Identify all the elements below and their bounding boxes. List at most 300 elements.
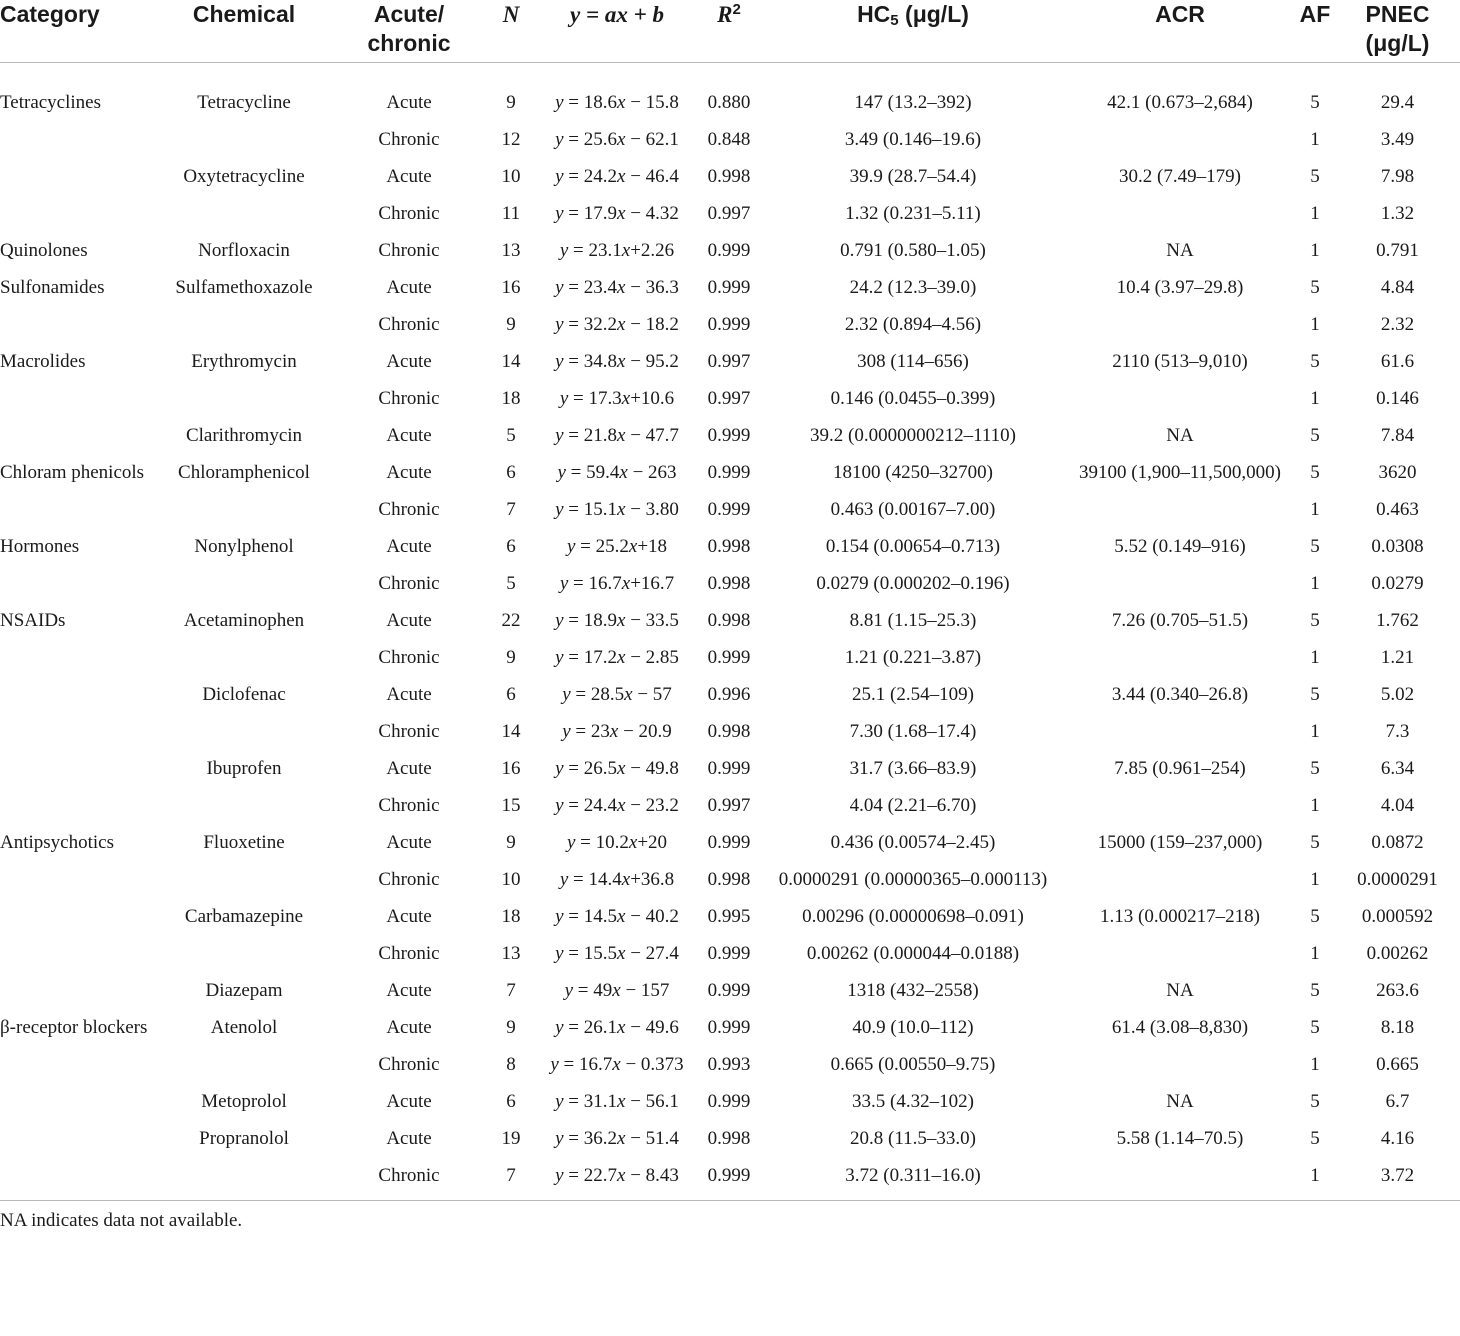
cell-n: 13 — [501, 943, 521, 964]
cell-chemical — [155, 1047, 333, 1084]
cell-pnec: 0.146 — [1376, 388, 1419, 409]
cell-category: Sulfonamides — [0, 277, 105, 298]
header-r2: $R^2$ — [697, 0, 761, 63]
cell-pnec: 1.32 — [1380, 203, 1415, 224]
cell-hc5: 3.49 (0.146–19.6) — [844, 129, 982, 150]
cell-r2: 0.998 — [707, 721, 751, 742]
cell-category: Hormones — [0, 536, 80, 557]
cell-n: 12 — [501, 129, 521, 150]
cell-pnec: 8.18 — [1380, 1017, 1415, 1038]
cell-hc5: 24.2 (12.3–39.0) — [849, 277, 977, 298]
table-row — [0, 455, 1460, 492]
cell-af: 5 — [1310, 1091, 1320, 1112]
cell-category — [0, 788, 155, 825]
cell-hc5: 1.21 (0.221–3.87) — [844, 647, 982, 668]
cell-acr: 1.13 (0.000217–218) — [1100, 906, 1260, 927]
cell-category — [0, 381, 155, 418]
table-row — [0, 196, 1460, 233]
cell-pnec: 0.665 — [1376, 1054, 1419, 1075]
cell-equation: y = 18.6x − 15.8 — [555, 92, 679, 113]
cell-af: 1 — [1295, 1158, 1335, 1201]
cell-af: 1 — [1310, 943, 1320, 964]
cell-acute-chronic: Acute — [386, 166, 432, 187]
table-row — [0, 1010, 1460, 1047]
cell-af: 5 — [1310, 758, 1320, 779]
cell-category: Chloram phenicols — [0, 462, 145, 483]
table-row — [0, 270, 1460, 307]
table-row — [0, 788, 1460, 825]
cell-hc5: 0.463 (0.00167–7.00) — [830, 499, 996, 520]
table-row — [0, 344, 1460, 381]
cell-equation: y = 23x − 20.9 — [562, 721, 672, 742]
cell-pnec: 1.21 — [1380, 647, 1415, 668]
cell-equation: y = 10.2x+20 — [566, 832, 668, 853]
cell-hc5: 3.72 (0.311–16.0) — [761, 1158, 1065, 1201]
header-acr: ACR — [1065, 0, 1295, 63]
cell-pnec: 3620 — [1378, 462, 1417, 483]
cell-af: 1 — [1310, 499, 1320, 520]
cell-af: 1 — [1310, 647, 1320, 668]
cell-acute-chronic: Chronic — [378, 647, 440, 668]
cell-r2: 0.848 — [707, 129, 751, 150]
cell-chemical — [155, 492, 333, 529]
cell-category: Quinolones — [0, 240, 88, 261]
cell-af: 1 — [1310, 388, 1320, 409]
cell-acute-chronic: Acute — [386, 1017, 432, 1038]
cell-af: 5 — [1310, 166, 1320, 187]
cell-acr: NA — [1166, 425, 1194, 446]
cell-category — [0, 492, 155, 529]
cell-category — [0, 122, 155, 159]
cell-n: 6 — [506, 536, 516, 557]
cell-hc5: 147 (13.2–392) — [854, 92, 972, 113]
cell-category — [0, 973, 155, 1010]
cell-hc5: 8.81 (1.15–25.3) — [849, 610, 977, 631]
cell-chemical: Erythromycin — [191, 351, 297, 372]
cell-category: Macrolides — [0, 351, 86, 372]
cell-pnec: 0.463 — [1376, 499, 1419, 520]
cell-equation: y = 25.6x − 62.1 — [555, 129, 679, 150]
cell-acute-chronic: Chronic — [378, 573, 440, 594]
cell-hc5: 0.00262 (0.000044–0.0188) — [806, 943, 1020, 964]
cell-chemical: Diazepam — [205, 980, 283, 1001]
cell-pnec: 7.84 — [1380, 425, 1415, 446]
cell-acute-chronic: Chronic — [333, 1158, 485, 1201]
cell-chemical: Clarithromycin — [185, 425, 303, 446]
cell-chemical: Chloramphenicol — [178, 462, 310, 483]
cell-af: 1 — [1310, 129, 1320, 150]
cell-chemical — [155, 862, 333, 899]
cell-n: 14 — [501, 351, 521, 372]
cell-af: 5 — [1310, 536, 1320, 557]
cell-r2: 0.999 — [707, 1091, 751, 1112]
cell-n: 9 — [506, 92, 516, 113]
cell-r2: 0.999 — [707, 425, 751, 446]
cell-hc5: 0.0279 (0.000202–0.196) — [816, 573, 1010, 594]
header-af: AF — [1295, 0, 1335, 63]
cell-pnec: 5.02 — [1380, 684, 1415, 705]
table-row — [0, 159, 1460, 196]
cell-acr — [1065, 862, 1295, 899]
cell-hc5: 40.9 (10.0–112) — [852, 1017, 974, 1038]
table-row — [0, 714, 1460, 751]
cell-acr: 15000 (159–237,000) — [1097, 832, 1263, 853]
cell-equation: y = 17.3x+10.6 — [559, 388, 675, 409]
cell-acute-chronic: Acute — [386, 92, 432, 113]
cell-acr: 3.44 (0.340–26.8) — [1111, 684, 1249, 705]
cell-r2: 0.998 — [707, 1128, 751, 1149]
header-acute-chronic-line2: chronic — [367, 30, 451, 56]
cell-pnec: 6.34 — [1380, 758, 1415, 779]
cell-af: 1 — [1310, 573, 1320, 594]
table-row — [0, 1084, 1460, 1121]
table-row — [0, 307, 1460, 344]
cell-acr — [1065, 307, 1295, 344]
cell-r2: 0.999 — [707, 980, 751, 1001]
cell-acute-chronic: Acute — [386, 832, 432, 853]
cell-acute-chronic: Acute — [386, 758, 432, 779]
cell-af: 1 — [1310, 1054, 1320, 1075]
table-row — [0, 862, 1460, 899]
cell-n: 16 — [501, 277, 521, 298]
cell-acr: 2110 (513–9,010) — [1112, 351, 1248, 372]
cell-category: β-receptor blockers — [0, 1017, 148, 1038]
cell-r2: 0.880 — [707, 92, 751, 113]
cell-hc5: 7.30 (1.68–17.4) — [849, 721, 977, 742]
cell-r2: 0.998 — [707, 536, 751, 557]
cell-chemical: Tetracycline — [197, 92, 291, 113]
cell-equation: y = 17.9x − 4.32 — [555, 203, 679, 224]
cell-r2: 0.993 — [707, 1054, 751, 1075]
cell-acute-chronic: Chronic — [378, 129, 440, 150]
cell-n: 11 — [501, 203, 521, 224]
table-row — [0, 1047, 1460, 1084]
cell-n: 7 — [506, 499, 516, 520]
cell-r2: 0.997 — [707, 795, 751, 816]
cell-category — [0, 566, 155, 603]
cell-acr: 7.85 (0.961–254) — [1114, 758, 1246, 779]
cell-r2: 0.998 — [707, 573, 751, 594]
cell-r2: 0.999 — [707, 647, 751, 668]
cell-pnec: 4.04 — [1380, 795, 1415, 816]
cell-equation: y = 15.5x − 27.4 — [555, 943, 679, 964]
cell-af: 5 — [1310, 906, 1320, 927]
table-row — [0, 640, 1460, 677]
cell-n: 10 — [501, 166, 521, 187]
cell-category — [0, 862, 155, 899]
cell-acute-chronic: Acute — [386, 462, 432, 483]
header-chemical: Chemical — [155, 0, 333, 63]
cell-equation: y = 59.4x − 263 — [557, 462, 677, 483]
cell-pnec: 0.791 — [1376, 240, 1419, 261]
cell-af: 5 — [1310, 980, 1320, 1001]
cell-acute-chronic: Acute — [386, 684, 432, 705]
table-row — [0, 1121, 1460, 1158]
cell-acr — [1065, 566, 1295, 603]
cell-r2: 0.999 — [707, 314, 751, 335]
header-hc5: $HC_5$ (μg/L) — [761, 0, 1065, 63]
cell-acr: 5.58 (1.14–70.5) — [1116, 1128, 1244, 1149]
cell-category — [0, 159, 155, 196]
cell-category — [0, 418, 155, 455]
cell-chemical — [155, 381, 333, 418]
cell-n: 16 — [501, 758, 521, 779]
cell-equation: y = 34.8x − 95.2 — [555, 351, 679, 372]
header-category: Category — [0, 0, 155, 63]
cell-acr — [1065, 196, 1295, 233]
table-row — [0, 492, 1460, 529]
cell-pnec: 0.0308 — [1371, 536, 1424, 557]
cell-pnec: 61.6 — [1380, 351, 1415, 372]
table-row — [0, 122, 1460, 159]
table-row — [0, 751, 1460, 788]
cell-af: 5 — [1310, 684, 1320, 705]
cell-acute-chronic: Chronic — [378, 499, 440, 520]
cell-equation: y = 18.9x − 33.5 — [555, 610, 679, 631]
cell-equation: y = 31.1x − 56.1 — [555, 1091, 679, 1112]
cell-chemical: Acetaminophen — [183, 610, 305, 631]
cell-category — [0, 1121, 155, 1158]
cell-af: 5 — [1310, 462, 1320, 483]
cell-af: 1 — [1310, 240, 1320, 261]
cell-acute-chronic: Chronic — [378, 388, 440, 409]
cell-category — [0, 714, 155, 751]
cell-n: 7 — [506, 980, 516, 1001]
cell-hc5: 0.665 (0.00550–9.75) — [830, 1054, 996, 1075]
cell-n: 9 — [506, 832, 516, 853]
cell-category — [0, 196, 155, 233]
cell-n: 13 — [501, 240, 521, 261]
cell-acr — [1065, 492, 1295, 529]
cell-pnec: 263.6 — [1376, 980, 1419, 1001]
cell-n: 6 — [506, 684, 516, 705]
table-row — [0, 677, 1460, 714]
cell-af: 1 — [1310, 795, 1320, 816]
table-row — [0, 418, 1460, 455]
cell-acute-chronic: Chronic — [378, 795, 440, 816]
cell-n: 5 — [506, 573, 516, 594]
cell-chemical: Ibuprofen — [206, 758, 282, 779]
cell-hc5: 308 (114–656) — [857, 351, 969, 372]
cell-chemical — [155, 122, 333, 159]
cell-category — [0, 1047, 155, 1084]
cell-equation: y = 32.2x − 18.2 — [555, 314, 679, 335]
cell-hc5: 20.8 (11.5–33.0) — [850, 1128, 976, 1149]
cell-hc5: 18100 (4250–32700) — [833, 462, 993, 483]
cell-chemical: Atenolol — [210, 1017, 278, 1038]
cell-equation: y = 14.5x − 40.2 — [555, 906, 679, 927]
cell-hc5: 4.04 (2.21–6.70) — [849, 795, 977, 816]
cell-acr — [1065, 714, 1295, 751]
cell-category — [0, 307, 155, 344]
cell-af: 5 — [1310, 425, 1320, 446]
cell-hc5: 0.436 (0.00574–2.45) — [830, 832, 996, 853]
cell-acute-chronic: Chronic — [378, 314, 440, 335]
cell-acute-chronic: Chronic — [378, 203, 440, 224]
table-row — [0, 1158, 1460, 1201]
cell-chemical — [155, 714, 333, 751]
cell-pnec: 1.762 — [1376, 610, 1419, 631]
cell-n: 8 — [506, 1054, 516, 1075]
cell-chemical — [155, 936, 333, 973]
cell-equation: y = 26.5x − 49.8 — [555, 758, 679, 779]
cell-af: 1 — [1310, 869, 1320, 890]
cell-acr — [1065, 788, 1295, 825]
cell-af: 5 — [1310, 351, 1320, 372]
table-body — [0, 63, 1460, 1201]
cell-acute-chronic: Acute — [386, 351, 432, 372]
cell-n: 5 — [506, 425, 516, 446]
cell-equation: y = 36.2x − 51.4 — [555, 1128, 679, 1149]
cell-acute-chronic: Chronic — [378, 869, 440, 890]
cell-chemical — [155, 566, 333, 603]
header-acute-chronic — [333, 0, 485, 63]
cell-pnec: 4.16 — [1380, 1128, 1415, 1149]
cell-pnec: 0.00262 — [1366, 943, 1429, 964]
cell-acute-chronic: Chronic — [378, 721, 440, 742]
table-row — [0, 973, 1460, 1010]
cell-r2: 0.995 — [707, 906, 751, 927]
cell-af: 1 — [1310, 314, 1320, 335]
cell-r2: 0.999 — [707, 240, 751, 261]
cell-n: 6 — [506, 1091, 516, 1112]
cell-acute-chronic: Acute — [386, 1091, 432, 1112]
cell-equation: y = 15.1x − 3.80 — [555, 499, 679, 520]
cell-equation: y = 25.2x+18 — [566, 536, 668, 557]
cell-chemical: Fluoxetine — [203, 832, 285, 853]
cell-acr: 42.1 (0.673–2,684) — [1107, 92, 1253, 113]
cell-acr — [1065, 640, 1295, 677]
table-row — [0, 936, 1460, 973]
cell-acr: NA — [1166, 240, 1194, 261]
cell-hc5: 25.1 (2.54–109) — [852, 684, 974, 705]
cell-acute-chronic: Chronic — [378, 943, 440, 964]
cell-r2: 0.999 — [707, 758, 751, 779]
cell-equation: y = 23.1x+2.26 — [559, 240, 675, 261]
cell-category: Antipsychotics — [0, 832, 114, 853]
cell-hc5: 2.32 (0.894–4.56) — [844, 314, 982, 335]
cell-chemical: Nonylphenol — [194, 536, 294, 557]
cell-af: 1 — [1310, 721, 1320, 742]
cell-acr: 7.26 (0.705–51.5) — [1111, 610, 1249, 631]
cell-equation: y = 26.1x − 49.6 — [555, 1017, 679, 1038]
header-acute-chronic-line1: Acute/ — [373, 1, 445, 27]
cell-equation: y = 17.2x − 2.85 — [555, 647, 679, 668]
cell-acute-chronic: Chronic — [378, 240, 440, 261]
cell-n: 15 — [501, 795, 521, 816]
cell-r2: 0.998 — [707, 610, 751, 631]
cell-category — [0, 751, 155, 788]
cell-category — [0, 1158, 155, 1201]
cell-n: 22 — [501, 610, 521, 631]
cell-pnec: 2.32 — [1380, 314, 1415, 335]
cell-pnec: 7.3 — [1385, 721, 1410, 742]
cell-equation: y = 14.4x+36.8 — [559, 869, 675, 890]
table-row — [0, 603, 1460, 640]
cell-r2: 0.999 — [707, 277, 751, 298]
cell-pnec: 0.0000291 — [1357, 869, 1438, 890]
cell-equation: y = 28.5x − 57 — [562, 684, 672, 705]
cell-chemical — [155, 1158, 333, 1201]
cell-pnec: 29.4 — [1380, 92, 1415, 113]
cell-r2: 0.996 — [707, 684, 751, 705]
cell-chemical: Metoprolol — [201, 1091, 287, 1112]
cell-equation: y = 24.4x − 23.2 — [555, 795, 679, 816]
cell-category — [0, 640, 155, 677]
cell-n: 18 — [501, 906, 521, 927]
cell-acute-chronic: Acute — [386, 906, 432, 927]
cell-n: 9 — [506, 1017, 516, 1038]
header-pnec: PNEC (μg/L) — [1335, 0, 1460, 63]
cell-acr: 10.4 (3.97–29.8) — [1116, 277, 1244, 298]
cell-pnec: 3.72 — [1335, 1158, 1460, 1201]
cell-pnec: 0.0279 — [1371, 573, 1424, 594]
cell-chemical — [155, 788, 333, 825]
cell-acr: 30.2 (7.49–179) — [1119, 166, 1241, 187]
cell-chemical: Propranolol — [199, 1128, 289, 1149]
cell-acr: 5.52 (0.149–916) — [1114, 536, 1246, 557]
cell-af: 5 — [1310, 92, 1320, 113]
cell-n: 18 — [501, 388, 521, 409]
cell-n: 6 — [506, 462, 516, 483]
cell-pnec: 0.000592 — [1361, 906, 1434, 927]
cell-r2: 0.997 — [707, 351, 751, 372]
cell-acr: NA — [1166, 980, 1194, 1001]
cell-equation: y = 16.7x+16.7 — [559, 573, 675, 594]
cell-af: 5 — [1310, 1017, 1320, 1038]
cell-pnec: 6.7 — [1385, 1091, 1410, 1112]
cell-acr: NA — [1166, 1091, 1194, 1112]
cell-chemical — [155, 196, 333, 233]
cell-r2: 0.999 — [707, 1017, 751, 1038]
cell-acr: 61.4 (3.08–8,830) — [1111, 1017, 1249, 1038]
cell-r2: 0.999 — [697, 1158, 761, 1201]
cell-chemical: Diclofenac — [202, 684, 286, 705]
cell-hc5: 1.32 (0.231–5.11) — [845, 203, 981, 224]
cell-hc5: 39.2 (0.0000000212–1110) — [810, 425, 1016, 446]
table-row — [0, 529, 1460, 566]
cell-r2: 0.999 — [707, 943, 751, 964]
table-row — [0, 63, 1460, 123]
cell-acute-chronic: Acute — [386, 536, 432, 557]
table-row — [0, 233, 1460, 270]
cell-equation: y = 22.7x − 8.43 — [537, 1158, 697, 1201]
cell-pnec: 4.84 — [1380, 277, 1415, 298]
cell-af: 1 — [1310, 203, 1320, 224]
cell-chemical — [155, 640, 333, 677]
cell-hc5: 0.154 (0.00654–0.713) — [825, 536, 1001, 557]
cell-equation: y = 49x − 157 — [564, 980, 670, 1001]
cell-hc5: 0.791 (0.580–1.05) — [840, 240, 986, 261]
cell-equation: y = 21.8x − 47.7 — [555, 425, 679, 446]
cell-af: 5 — [1310, 610, 1320, 631]
cell-acute-chronic: Acute — [386, 425, 432, 446]
cell-r2: 0.998 — [707, 166, 751, 187]
cell-acute-chronic: Acute — [386, 980, 432, 1001]
cell-acr — [1065, 936, 1295, 973]
cell-hc5: 0.0000291 (0.00000365–0.000113) — [778, 869, 1048, 890]
table-footnote: NA indicates data not available. — [0, 1210, 243, 1231]
cell-acr — [1065, 381, 1295, 418]
cell-acr — [1065, 1158, 1295, 1201]
cell-r2: 0.999 — [707, 462, 751, 483]
cell-af: 5 — [1310, 277, 1320, 298]
cell-hc5: 0.146 (0.0455–0.399) — [830, 388, 996, 409]
cell-af: 5 — [1310, 832, 1320, 853]
cell-hc5: 0.00296 (0.00000698–0.091) — [802, 906, 1024, 927]
cell-n: 19 — [501, 1128, 521, 1149]
cell-n: 14 — [501, 721, 521, 742]
